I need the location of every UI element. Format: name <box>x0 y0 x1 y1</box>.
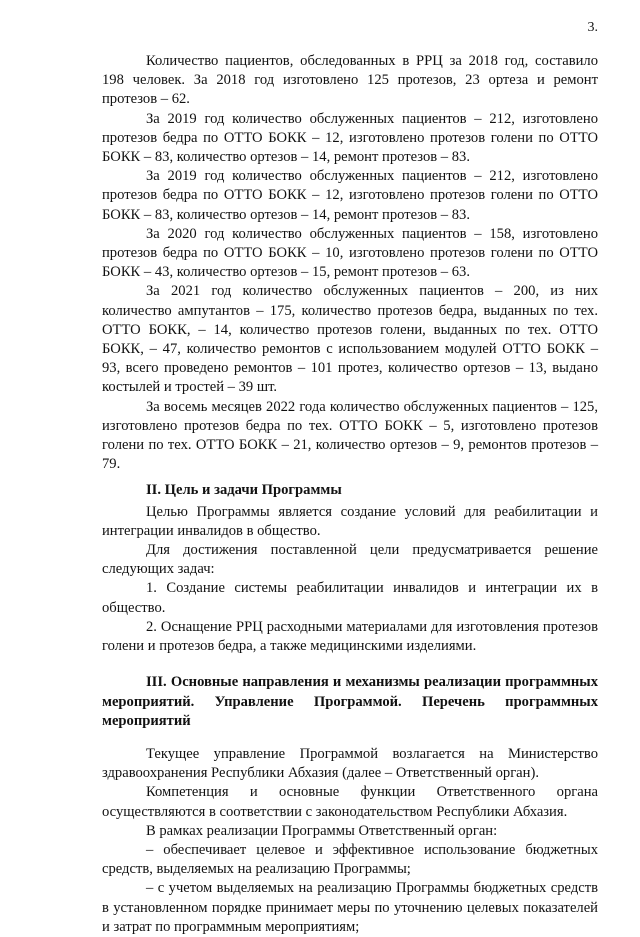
page-number: 3. <box>587 20 598 35</box>
section-3-duty-2: – с учетом выделяемых на реализацию Программы бюджетных средств в установленном порядке принимает меры по уточнению целевых показателей и затрат по программным мероприятиям; <box>102 880 598 935</box>
paragraph-2021: За 2021 год количество обслуженных пациентов – 200, из них количество ампутантов – 175, количество протезов бедра, выданных по тех. ОТТО БОКК, – 14, количество протезов голени, выданных по тех. ОТТО БОКК, – 47, количество ремонтов с использованием модулей ОТТО БОКК – 93, всего проведено ремонтов – 101 протез, количество ортезов – 13, выдано костылей и тростей – 39 шт. <box>102 283 598 396</box>
section-2-task-2: 2. Оснащение РРЦ расходными материалами для изготовления протезов голени и протезов бедра, а также медицинскими изделиями. <box>102 618 598 655</box>
paragraph-2019-a: За 2019 год количество обслуженных пациентов – 212, изготовлено протезов бедра по ОТТО БОКК – 12, изготовлено протезов голени по ОТТО БОКК – 83, количество ортезов – 14, ремонт протезов – 83. <box>102 110 598 166</box>
paragraph-2019-b: За 2019 год количество обслуженных пациентов – 212, изготовлено протезов бедра по ОТТО БОКК – 12, изготовлено протезов голени по ОТТО БОКК – 83, количество ортезов – 14, ремонт протезов – 83. <box>102 168 598 223</box>
section-2-goal: Целью Программы является создание условий для реабилитации и интеграции инвалидов в общество. <box>102 503 598 539</box>
section-3-duty-1: – обеспечивает целевое и эффективное использование бюджетных средств, выделяемых на реализацию Программы; <box>102 841 598 878</box>
section-3-heading: III. Основные направления и механизмы реализации программных мероприятий. Управление Программой. Перечень программных мероприятий <box>102 674 598 729</box>
paragraph-2022: За восемь месяцев 2022 года количество обслуженных пациентов – 125, изготовлено протезов бедра по тех. ОТТО БОКК – 5, изготовлено протезов голени по тех. ОТТО БОКК – 21, количество ортезов – 9, ремонтов протезов – 79. <box>102 398 598 473</box>
section-3-competence: Компетенция и основные функции Ответственного органа осуществляются в соответствии с законодательством Республики Абхазия. <box>102 784 598 820</box>
section-2-tasks-intro: Для достижения поставленной цели предусматривается решение следующих задач: <box>102 542 598 578</box>
paragraph-2018: Количество пациентов, обследованных в РРЦ за 2018 год, составило 198 человек. За 2018 год изготовлено 125 протезов, 23 ортеза и ремонт протезов – 62. <box>102 53 598 108</box>
section-3-management: Текущее управление Программой возлагается на Министерство здравоохранения Республики Абхазия (далее – Ответственный орган). <box>102 745 598 782</box>
section-3-framework: В рамках реализации Программы Ответственный орган: <box>146 822 498 839</box>
document-body <box>102 0 598 937</box>
paragraph-2020: За 2020 год количество обслуженных пациентов – 158, изготовлено протезов бедра по ОТТО БОКК – 10, изготовлено протезов голени по ОТТО БОКК – 43, количество ортезов – 15, ремонт протезов – 63. <box>102 225 598 281</box>
section-2-heading: II. Цель и задачи Программы <box>146 482 342 499</box>
section-2-task-1: 1. Создание системы реабилитации инвалидов и интеграции их в общество. <box>102 580 598 616</box>
